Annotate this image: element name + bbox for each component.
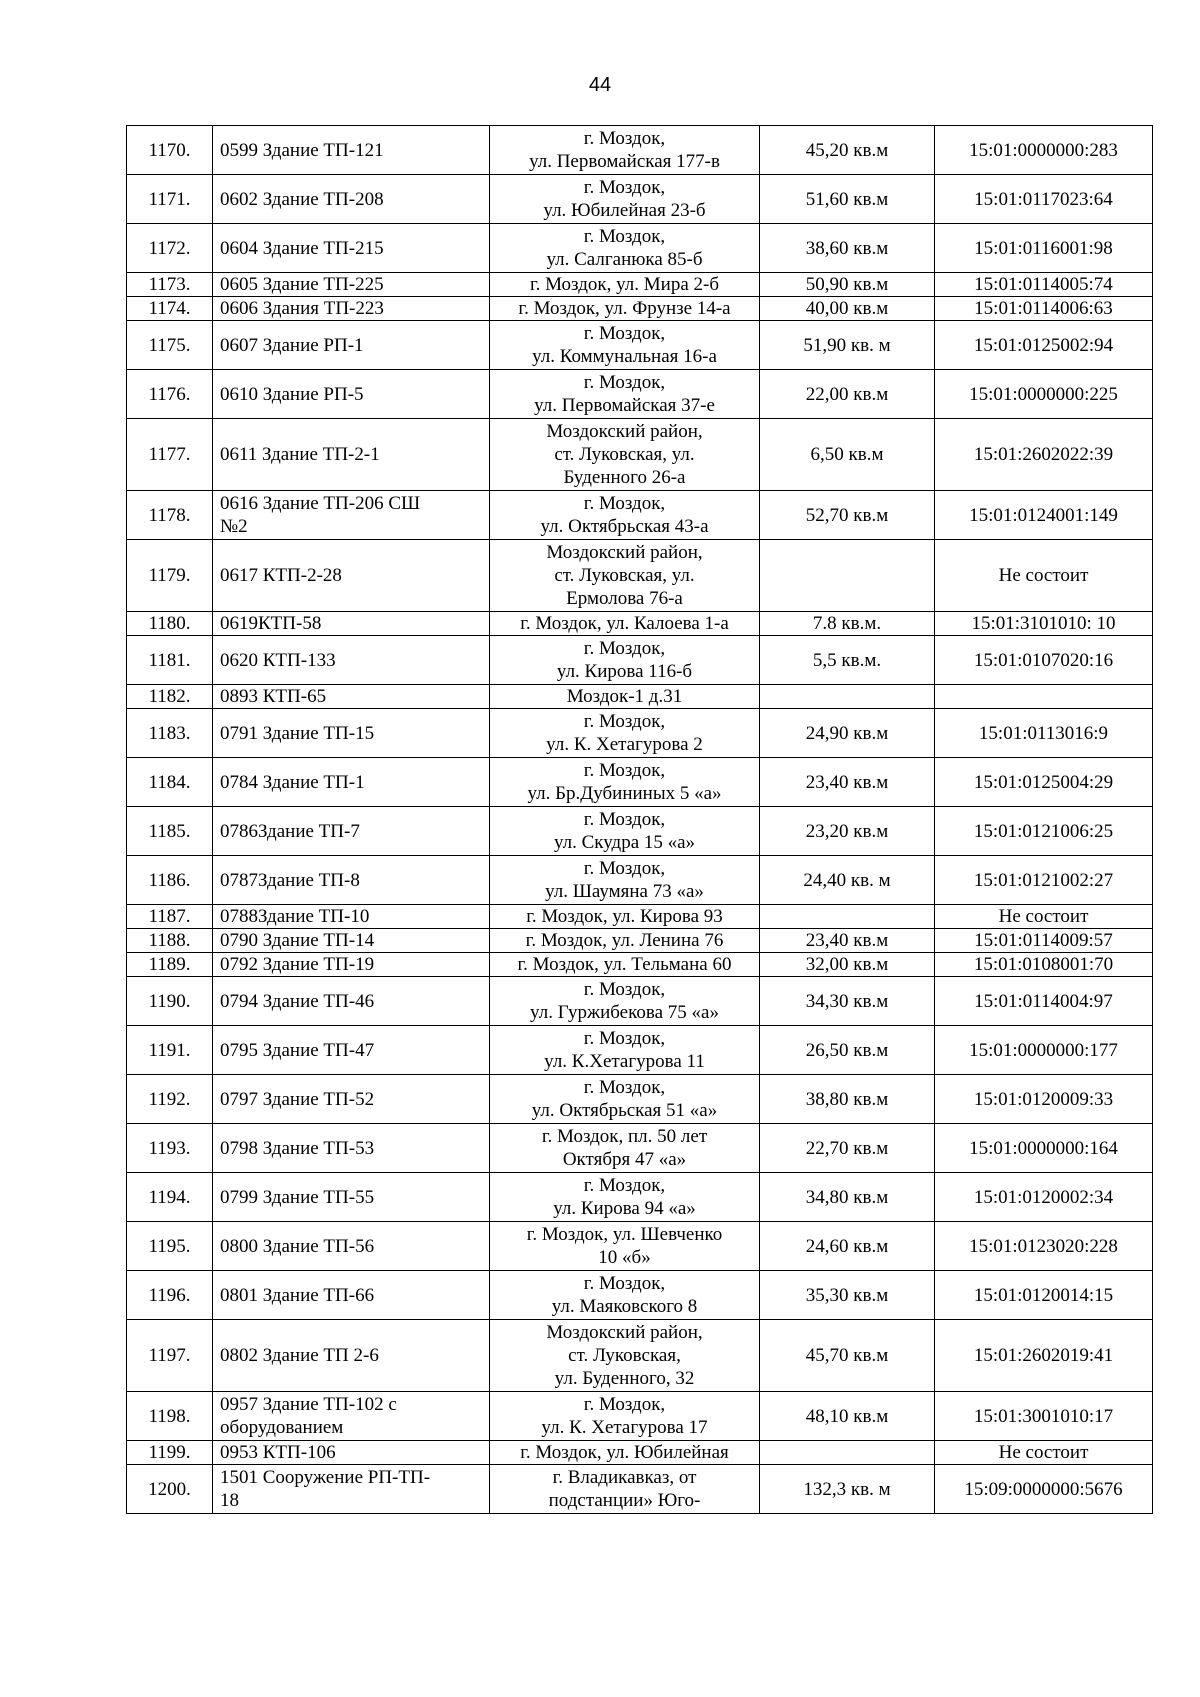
area-cell: 22,70 кв.м [760, 1124, 935, 1173]
address-cell: г. Владикавказ, от подстанции» Юго- [490, 1465, 760, 1514]
object-name-cell: 0795 Здание ТП-47 [213, 1026, 490, 1075]
row-number-cell: 1185. [127, 807, 213, 856]
object-name-cell: 0801 Здание ТП-66 [213, 1271, 490, 1320]
area-cell: 32,00 кв.м [760, 953, 935, 977]
area-cell: 23,20 кв.м [760, 807, 935, 856]
table-row [127, 709, 1153, 758]
object-name-cell: 0617 КТП-2-28 [213, 540, 490, 612]
area-cell: 45,20 кв.м [760, 126, 935, 175]
area-cell: 7.8 кв.м. [760, 612, 935, 636]
cadastral-number-cell: 15:01:0125004:29 [935, 758, 1153, 807]
address-cell: г. Моздок, ул. Мира 2-б [490, 273, 760, 297]
address-cell: г. Моздок, ул. Октябрьская 43-а [490, 491, 760, 540]
object-name-cell: 0802 Здание ТП 2-6 [213, 1320, 490, 1392]
area-cell: 38,80 кв.м [760, 1075, 935, 1124]
object-name-cell: 0787Здание ТП-8 [213, 856, 490, 905]
address-cell: г. Моздок, пл. 50 лет Октября 47 «а» [490, 1124, 760, 1173]
row-number-cell: 1192. [127, 1075, 213, 1124]
cadastral-number-cell: 15:01:0117023:64 [935, 175, 1153, 224]
address-cell: г. Моздок, ул. Тельмана 60 [490, 953, 760, 977]
object-name-cell: 0957 Здание ТП-102 с оборудованием [213, 1392, 490, 1441]
area-cell: 23,40 кв.м [760, 758, 935, 807]
object-name-cell: 0607 Здание РП-1 [213, 321, 490, 370]
area-cell: 45,70 кв.м [760, 1320, 935, 1392]
area-cell: 48,10 кв.м [760, 1392, 935, 1441]
area-cell: 34,30 кв.м [760, 977, 935, 1026]
cadastral-number-cell: 15:01:0108001:70 [935, 953, 1153, 977]
area-cell: 51,60 кв.м [760, 175, 935, 224]
address-cell: г. Моздок, ул. Маяковского 8 [490, 1271, 760, 1320]
cadastral-number-cell: 15:01:0000000:283 [935, 126, 1153, 175]
cadastral-number-cell: 15:01:0114005:74 [935, 273, 1153, 297]
address-cell: г. Моздок, ул. Гуржибекова 75 «а» [490, 977, 760, 1026]
cadastral-number-cell: 15:01:0124001:149 [935, 491, 1153, 540]
table-row [127, 1026, 1153, 1075]
row-number-cell: 1178. [127, 491, 213, 540]
object-name-cell: 0604 Здание ТП-215 [213, 224, 490, 273]
cadastral-number-cell: 15:01:0114006:63 [935, 297, 1153, 321]
area-cell: 24,90 кв.м [760, 709, 935, 758]
table-row [127, 636, 1153, 685]
cadastral-number-cell: 15:01:0120014:15 [935, 1271, 1153, 1320]
table-row [127, 905, 1153, 929]
table-row [127, 224, 1153, 273]
object-name-cell: 0800 Здание ТП-56 [213, 1222, 490, 1271]
area-cell: 52,70 кв.м [760, 491, 935, 540]
area-cell: 132,3 кв. м [760, 1465, 935, 1514]
area-cell: 40,00 кв.м [760, 297, 935, 321]
address-cell: г. Моздок, ул. Юбилейная [490, 1441, 760, 1465]
cadastral-number-cell: 15:01:0114004:97 [935, 977, 1153, 1026]
address-cell: г. Моздок, ул. Фрунзе 14-а [490, 297, 760, 321]
table-row [127, 856, 1153, 905]
area-cell: 50,90 кв.м [760, 273, 935, 297]
object-name-cell: 0893 КТП-65 [213, 685, 490, 709]
row-number-cell: 1188. [127, 929, 213, 953]
address-cell: г. Моздок, ул. Первомайская 177-в [490, 126, 760, 175]
cadastral-number-cell: 15:01:0000000:164 [935, 1124, 1153, 1173]
table-row [127, 1465, 1153, 1514]
row-number-cell: 1190. [127, 977, 213, 1026]
address-cell: г. Моздок, ул. Октябрьская 51 «а» [490, 1075, 760, 1124]
area-cell: 24,40 кв. м [760, 856, 935, 905]
table-row [127, 953, 1153, 977]
cadastral-number-cell: 15:01:0121006:25 [935, 807, 1153, 856]
area-cell: 6,50 кв.м [760, 419, 935, 491]
address-cell: г. Моздок, ул. Салганюка 85-б [490, 224, 760, 273]
object-name-cell: 0790 Здание ТП-14 [213, 929, 490, 953]
row-number-cell: 1183. [127, 709, 213, 758]
table-row [127, 370, 1153, 419]
cadastral-number-cell: 15:01:2602022:39 [935, 419, 1153, 491]
row-number-cell: 1195. [127, 1222, 213, 1271]
address-cell: г. Моздок, ул. Шевченко 10 «б» [490, 1222, 760, 1271]
object-name-cell: 1501 Сооружение РП-ТП- 18 [213, 1465, 490, 1514]
object-name-cell: 0616 Здание ТП-206 СШ №2 [213, 491, 490, 540]
address-cell: г. Моздок, ул. Кирова 116-б [490, 636, 760, 685]
table-row [127, 612, 1153, 636]
row-number-cell: 1186. [127, 856, 213, 905]
cadastral-number-cell: Не состоит [935, 905, 1153, 929]
row-number-cell: 1181. [127, 636, 213, 685]
address-cell: г. Моздок, ул. Калоева 1-а [490, 612, 760, 636]
row-number-cell: 1199. [127, 1441, 213, 1465]
row-number-cell: 1187. [127, 905, 213, 929]
cadastral-number-cell: 15:01:0116001:98 [935, 224, 1153, 273]
table-row [127, 1441, 1153, 1465]
table-row [127, 126, 1153, 175]
object-name-cell: 0611 Здание ТП-2-1 [213, 419, 490, 491]
cadastral-number-cell: 15:01:0107020:16 [935, 636, 1153, 685]
table-row [127, 929, 1153, 953]
area-cell [760, 685, 935, 709]
table-row [127, 685, 1153, 709]
area-cell [760, 540, 935, 612]
address-cell: г. Моздок, ул. Коммунальная 16-а [490, 321, 760, 370]
row-number-cell: 1172. [127, 224, 213, 273]
table-row [127, 1075, 1153, 1124]
row-number-cell: 1177. [127, 419, 213, 491]
cadastral-number-cell: Не состоит [935, 540, 1153, 612]
table-row [127, 175, 1153, 224]
row-number-cell: 1176. [127, 370, 213, 419]
table-row [127, 1392, 1153, 1441]
cadastral-number-cell: 15:01:0000000:177 [935, 1026, 1153, 1075]
object-name-cell: 0794 Здание ТП-46 [213, 977, 490, 1026]
row-number-cell: 1197. [127, 1320, 213, 1392]
object-name-cell: 0602 Здание ТП-208 [213, 175, 490, 224]
table-row [127, 321, 1153, 370]
table-row [127, 1222, 1153, 1271]
row-number-cell: 1200. [127, 1465, 213, 1514]
area-cell: 26,50 кв.м [760, 1026, 935, 1075]
address-cell: г. Моздок, ул. К. Хетагурова 2 [490, 709, 760, 758]
row-number-cell: 1198. [127, 1392, 213, 1441]
cadastral-number-cell: 15:01:0113016:9 [935, 709, 1153, 758]
address-cell: г. Моздок, ул. Юбилейная 23-б [490, 175, 760, 224]
area-cell: 5,5 кв.м. [760, 636, 935, 685]
cadastral-number-cell: 15:01:0121002:27 [935, 856, 1153, 905]
area-cell [760, 1441, 935, 1465]
address-cell: Моздокский район, ст. Луковская, ул. Буденного 26-а [490, 419, 760, 491]
object-name-cell: 0791 Здание ТП-15 [213, 709, 490, 758]
registry-table-body [127, 126, 1153, 1514]
address-cell: Моздокский район, ст. Луковская, ул. Ермолова 76-а [490, 540, 760, 612]
page-number: 44 [588, 74, 612, 96]
row-number-cell: 1191. [127, 1026, 213, 1075]
cadastral-number-cell: 15:01:0114009:57 [935, 929, 1153, 953]
area-cell: 22,00 кв.м [760, 370, 935, 419]
address-cell: г. Моздок, ул. Шаумяна 73 «а» [490, 856, 760, 905]
address-cell: г. Моздок, ул. Бр.Дубининых 5 «а» [490, 758, 760, 807]
area-cell: 23,40 кв.м [760, 929, 935, 953]
table-row [127, 807, 1153, 856]
object-name-cell: 0610 Здание РП-5 [213, 370, 490, 419]
area-cell: 34,80 кв.м [760, 1173, 935, 1222]
row-number-cell: 1196. [127, 1271, 213, 1320]
row-number-cell: 1171. [127, 175, 213, 224]
property-registry-table [126, 125, 1153, 1514]
area-cell: 35,30 кв.м [760, 1271, 935, 1320]
table-row [127, 977, 1153, 1026]
cadastral-number-cell: 15:01:0125002:94 [935, 321, 1153, 370]
object-name-cell: 0798 Здание ТП-53 [213, 1124, 490, 1173]
table-row [127, 419, 1153, 491]
cadastral-number-cell: 15:01:0120009:33 [935, 1075, 1153, 1124]
table-row [127, 1271, 1153, 1320]
row-number-cell: 1180. [127, 612, 213, 636]
table-row [127, 1173, 1153, 1222]
address-cell: г. Моздок, ул. Ленина 76 [490, 929, 760, 953]
row-number-cell: 1189. [127, 953, 213, 977]
row-number-cell: 1175. [127, 321, 213, 370]
cadastral-number-cell: 15:01:0120002:34 [935, 1173, 1153, 1222]
cadastral-number-cell: 15:01:2602019:41 [935, 1320, 1153, 1392]
table-row [127, 1124, 1153, 1173]
table-row [127, 758, 1153, 807]
cadastral-number-cell [935, 685, 1153, 709]
row-number-cell: 1194. [127, 1173, 213, 1222]
area-cell: 24,60 кв.м [760, 1222, 935, 1271]
row-number-cell: 1193. [127, 1124, 213, 1173]
object-name-cell: 0953 КТП-106 [213, 1441, 490, 1465]
row-number-cell: 1179. [127, 540, 213, 612]
object-name-cell: 0605 Здание ТП-225 [213, 273, 490, 297]
row-number-cell: 1173. [127, 273, 213, 297]
address-cell: г. Моздок, ул. Кирова 94 «а» [490, 1173, 760, 1222]
address-cell: г. Моздок, ул. Кирова 93 [490, 905, 760, 929]
address-cell: г. Моздок, ул. К.Хетагурова 11 [490, 1026, 760, 1075]
area-cell: 38,60 кв.м [760, 224, 935, 273]
address-cell: Моздок-1 д.31 [490, 685, 760, 709]
row-number-cell: 1170. [127, 126, 213, 175]
address-cell: г. Моздок, ул. Скудра 15 «а» [490, 807, 760, 856]
object-name-cell: 0606 Здания ТП-223 [213, 297, 490, 321]
cadastral-number-cell: 15:09:0000000:5676 [935, 1465, 1153, 1514]
address-cell: Моздокский район, ст. Луковская, ул. Буденного, 32 [490, 1320, 760, 1392]
address-cell: г. Моздок, ул. Первомайская 37-е [490, 370, 760, 419]
table-row [127, 540, 1153, 612]
cadastral-number-cell: 15:01:0123020:228 [935, 1222, 1153, 1271]
cadastral-number-cell: Не состоит [935, 1441, 1153, 1465]
object-name-cell: 0599 Здание ТП-121 [213, 126, 490, 175]
table-row [127, 1320, 1153, 1392]
address-cell: г. Моздок, ул. К. Хетагурова 17 [490, 1392, 760, 1441]
object-name-cell: 0797 Здание ТП-52 [213, 1075, 490, 1124]
row-number-cell: 1182. [127, 685, 213, 709]
table-row [127, 491, 1153, 540]
row-number-cell: 1184. [127, 758, 213, 807]
object-name-cell: 0792 Здание ТП-19 [213, 953, 490, 977]
object-name-cell: 0786Здание ТП-7 [213, 807, 490, 856]
object-name-cell: 0620 КТП-133 [213, 636, 490, 685]
object-name-cell: 0799 Здание ТП-55 [213, 1173, 490, 1222]
area-cell: 51,90 кв. м [760, 321, 935, 370]
cadastral-number-cell: 15:01:3101010: 10 [935, 612, 1153, 636]
object-name-cell: 0619КТП-58 [213, 612, 490, 636]
row-number-cell: 1174. [127, 297, 213, 321]
area-cell [760, 905, 935, 929]
cadastral-number-cell: 15:01:3001010:17 [935, 1392, 1153, 1441]
table-row [127, 273, 1153, 297]
object-name-cell: 0784 Здание ТП-1 [213, 758, 490, 807]
table-row [127, 297, 1153, 321]
cadastral-number-cell: 15:01:0000000:225 [935, 370, 1153, 419]
object-name-cell: 0788Здание ТП-10 [213, 905, 490, 929]
